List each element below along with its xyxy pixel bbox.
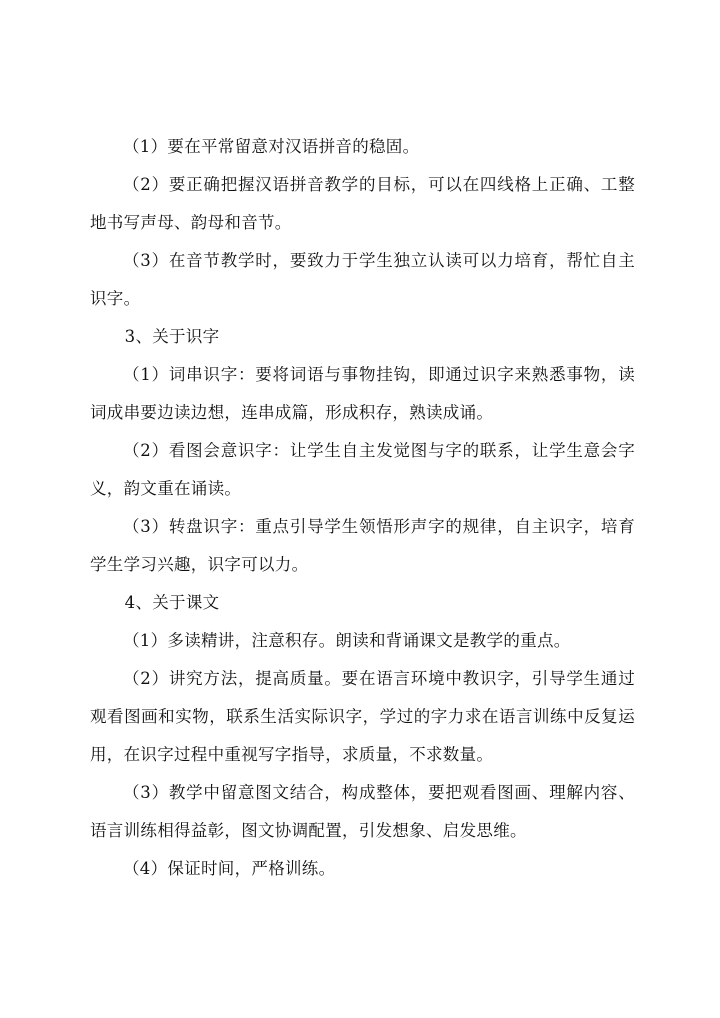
document-body [90, 128, 635, 888]
paragraph-picture-literacy: （2）看图会意识字：让学生自主发觉图与字的联系，让学生意会字义，韵文重在诵读。 [90, 441, 635, 498]
paragraph-syllable-teaching: （3）在音节教学时，要致力于学生独立认读可以力培育，帮忙自主识字。 [90, 251, 635, 308]
section-heading-texts: 4、关于课文 [124, 593, 220, 612]
paragraph-word-string-literacy: （1）词串识字：要将词语与事物挂钩，即通过识字来熟悉事物，读词成串要边读边想，连串成篇，形成积存，熟读成诵。 [90, 365, 635, 422]
paragraph-turntable-literacy: （3）转盘识字：重点引导学生领悟形声字的规律，自主识字，培育学生学习兴趣，识字可以力。 [90, 517, 635, 574]
paragraph-picture-text-combination: （3）教学中留意图文结合，构成整体，要把观看图画、理解内容、语言训练相得益彰，图文协调配置，引发想象、启发思维。 [90, 783, 635, 840]
section-heading-literacy: 3、关于识字 [124, 327, 220, 346]
paragraph-pinyin-consolidation: （1）要在平常留意对汉语拼音的稳固。 [123, 137, 420, 156]
paragraph-read-more: （1）多读精讲，注意积存。朗读和背诵课文是教学的重点。 [123, 631, 571, 650]
paragraph-methods-quality: （2）讲究方法，提高质量。要在语言环境中教识字，引导学生通过观看图画和实物，联系生活实际识字，学过的字力求在语言训练中反复运用，在识字过程中重视写字指导，求质量，不求数量。 [90, 669, 635, 764]
paragraph-pinyin-goal: （2）要正确把握汉语拼音教学的目标，可以在四线格上正确、工整地书写声母、韵母和音节。 [90, 175, 635, 232]
paragraph-time-training: （4）保证时间，严格训练。 [123, 859, 336, 878]
